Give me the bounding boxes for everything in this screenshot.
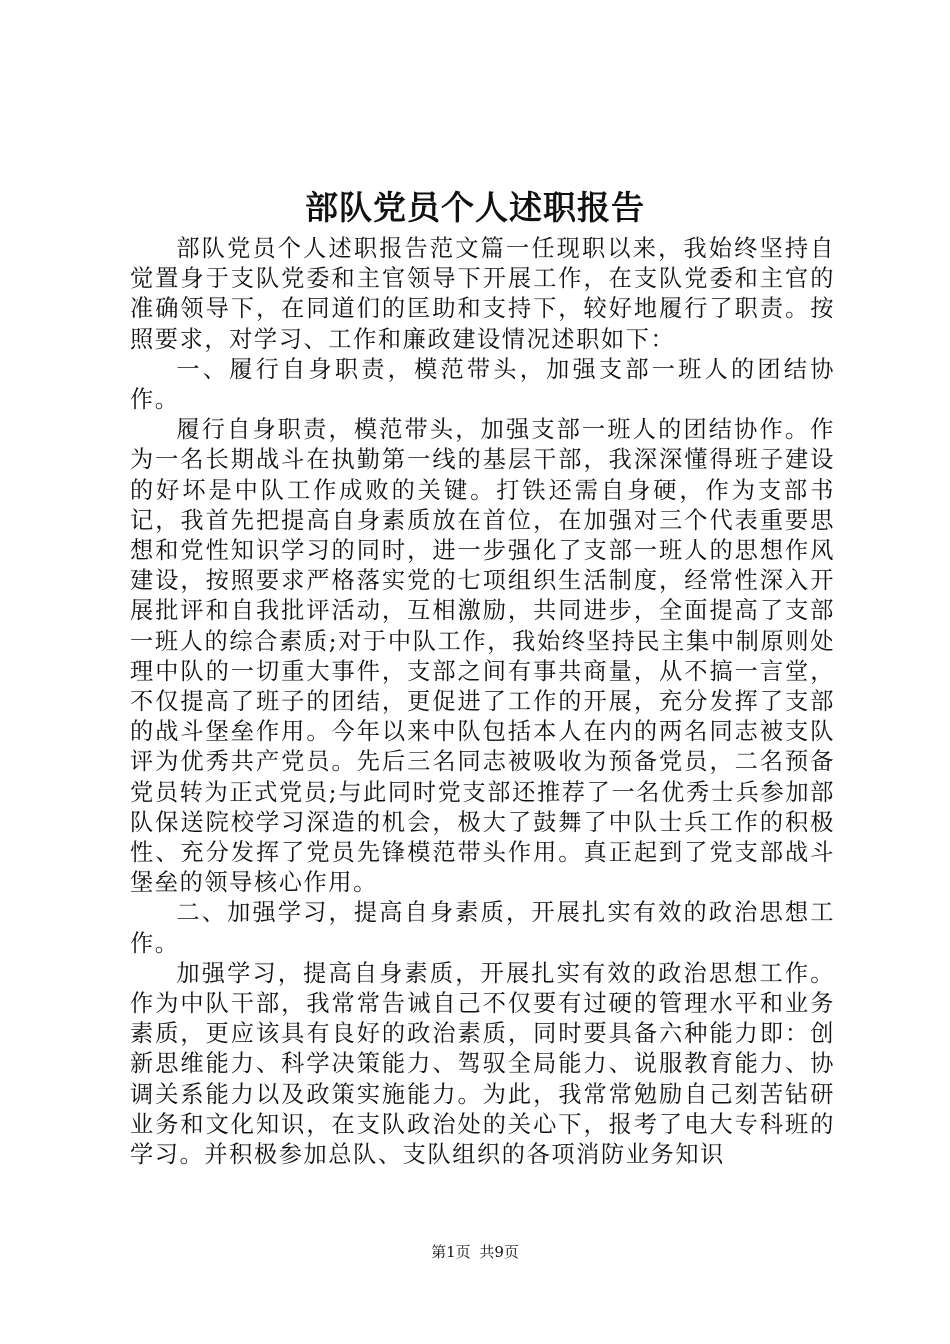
page-number-footer: 第1页 共9页 [431,1243,519,1261]
document-title: 部队党员个人述职报告 [305,188,645,227]
paragraph-section-1: 履行自身职责，模范带头，加强支部一班人的团结协作。作为一名长期战斗在执勤第一线的基层干部，我深深懂得班子建设的好坏是中队工作成败的关键。打铁还需自身硬，作为支部书记，我首先把提高自身素质放在首位，在加强对三个代表重要思想和党性知识学习的同时，进一步强化了支部一班人的思想作风建设，按照要求严格落实党的七项组织生活制度，经常性深入开展批评和自我批评活动，互相激励，共同进步，全面提高了支部一班人的综合素质;对于中队工作，我始终坚持民主集中制原则处理中队的一切重大事件，支部之间有事共商量，从不搞一言堂，不仅提高了班子的团结，更促进了工作的开展，充分发挥了支部的战斗堡垒作用。今年以来中队包括本人在内的两名同志被支队评为优秀共产党员。先后三名同志被吸收为预备党员，二名预备党员转为正式党员;与此同时党支部还推荐了一名优秀士兵参加部队保送院校学习深造的机会，极大了鼓舞了中队士兵工作的积极性、充分发挥了党员先锋模范带头作用。真正起到了党支部战斗堡垒的领导核心作用。 [130,416,835,897]
section-heading-2: 二、加强学习，提高自身素质，开展扎实有效的政治思想工作。 [130,899,835,957]
document-body [130,234,835,1170]
paragraph-section-2: 加强学习，提高自身素质，开展扎实有效的政治思想工作。作为中队干部，我常常告诫自己不仅要有过硬的管理水平和业务素质，更应该具有良好的政治素质，同时要具备六种能力即：创新思维能力、科学决策能力、驾驭全局能力、说服教育能力、协调关系能力以及政策实施能力。为此，我常常勉励自己刻苦钻研业务和文化知识，在支队政治处的关心下，报考了电大专科班的学习。并积极参加总队、支队组织的各项消防业务知识 [130,959,835,1169]
paragraph-intro: 部队党员个人述职报告范文篇一任现职以来，我始终坚持自觉置身于支队党委和主官领导下开展工作，在支队党委和主官的准确领导下，在同道们的匡助和支持下，较好地履行了职责。按照要求，对学习、工作和廉政建设情况述职如下： [130,235,835,353]
section-heading-1: 一、履行自身职责，模范带头，加强支部一班人的团结协作。 [130,355,835,414]
